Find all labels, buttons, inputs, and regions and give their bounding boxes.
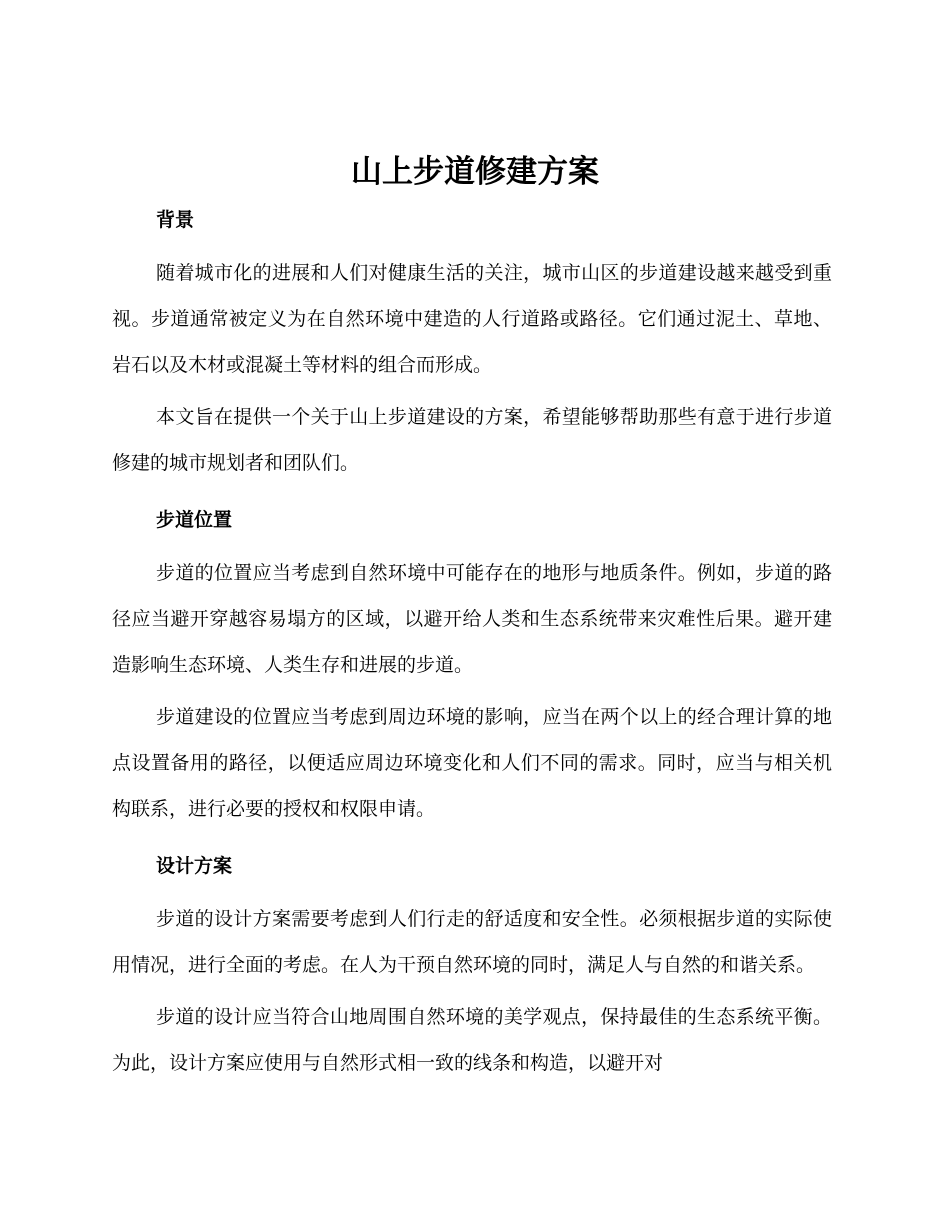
paragraph: 本文旨在提供一个关于山上步道建设的方案，希望能够帮助那些有意于进行步道修建的城市规划者和团队们。 xyxy=(112,406,832,474)
section-background xyxy=(112,200,832,486)
paragraph: 步道建设的位置应当考虑到周边环境的影响，应当在两个以上的经合理计算的地点设置备用的路径，以便适应周边环境变化和人们不同的需求。同时，应当与相关机构联系，进行必要的授权和权限申请。 xyxy=(112,706,832,820)
section-heading: 步道位置 xyxy=(156,509,233,531)
section-design xyxy=(112,846,832,1086)
paragraph: 步道的设计方案需要考虑到人们行走的舒适度和安全性。必须根据步道的实际使用情况，进行全面的考虑。在人为干预自然环境的同时，满足人与自然的和谐关系。 xyxy=(112,908,832,976)
section-heading: 设计方案 xyxy=(156,855,233,877)
paragraph: 步道的位置应当考虑到自然环境中可能存在的地形与地质条件。例如，步道的路径应当避开穿越容易塌方的区域，以避开给人类和生态系统带来灾难性后果。避开建造影响生态环境、人类生存和进展的步道。 xyxy=(112,562,832,676)
section-location xyxy=(112,500,832,832)
document-title: 山上步道修建方案 xyxy=(351,154,599,190)
section-heading: 背景 xyxy=(156,209,195,231)
paragraph: 步道的设计应当符合山地周围自然环境的美学观点，保持最佳的生态系统平衡。为此，设计方案应使用与自然形式相一致的线条和构造，以避开对 xyxy=(112,1006,832,1074)
document-body xyxy=(112,200,832,1086)
paragraph: 随着城市化的进展和人们对健康生活的关注，城市山区的步道建设越来越受到重视。步道通常被定义为在自然环境中建造的人行道路或路径。它们通过泥土、草地、岩石以及木材或混凝土等材料的组合而形成。 xyxy=(112,262,832,376)
